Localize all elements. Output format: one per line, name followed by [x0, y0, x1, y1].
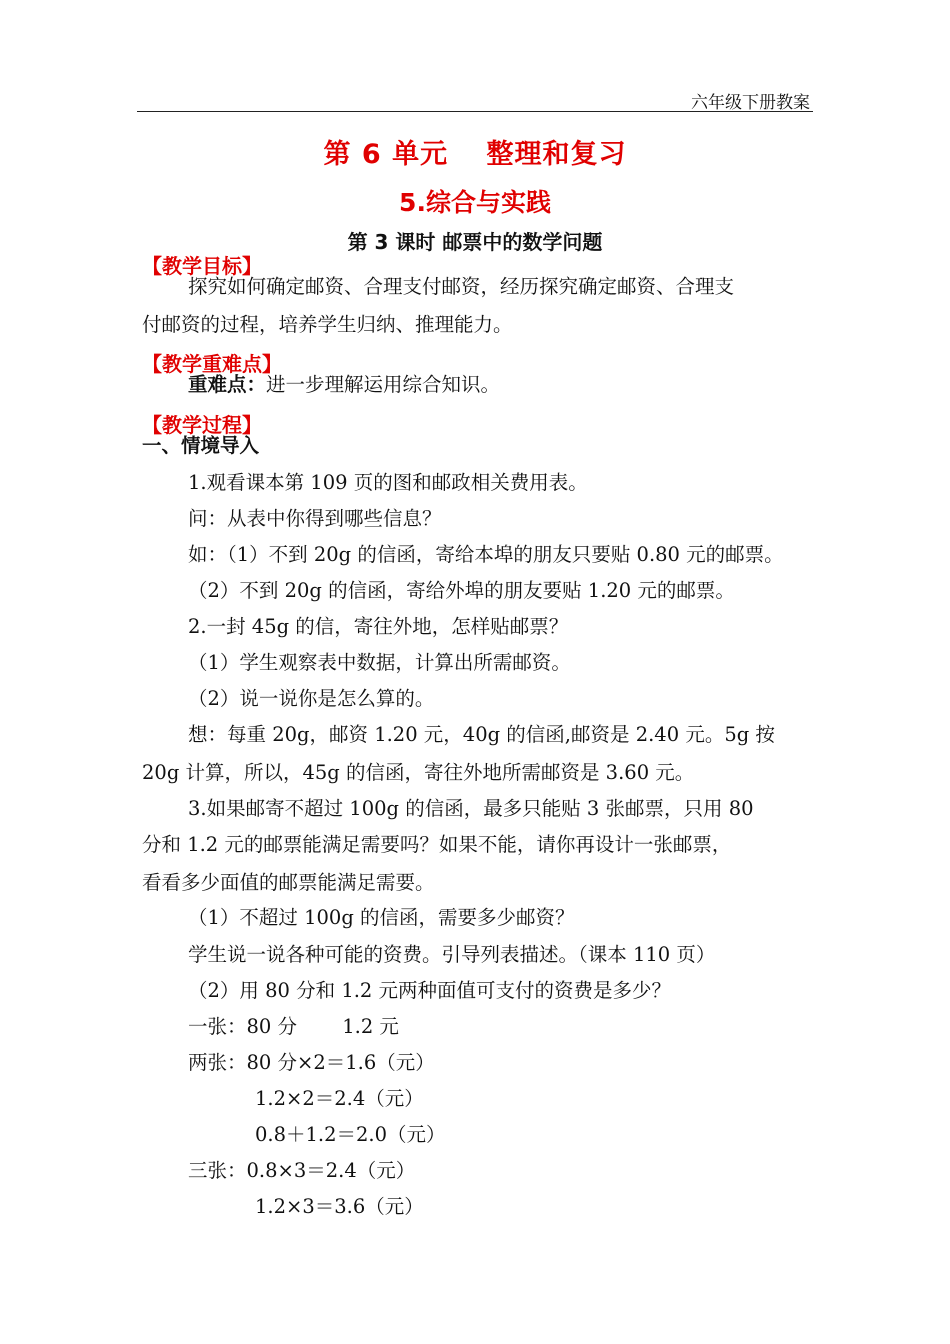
process-line: 问：从表中你得到哪些信息？ — [188, 507, 442, 530]
process-line: 如：（1）不到 20g 的信函，寄给本埠的朋友只要贴 0.80 元的邮票。 — [188, 543, 784, 566]
process-line: 3.如果邮寄不超过 100g 的信函，最多只能贴 3 张邮票，只用 80 — [188, 797, 754, 820]
process-line: 学生说一说各种可能的资费。引导列表描述。（课本 110 页） — [188, 943, 716, 966]
process-line: 1.2×2＝2.4（元） — [255, 1087, 424, 1110]
key-points-heading: 【教学重难点】 — [142, 352, 282, 376]
lesson-title: 第 3 课时 邮票中的数学问题 — [347, 230, 603, 254]
process-line: 一张：80 分 1.2 元 — [188, 1015, 399, 1038]
process-line: 20g 计算，所以，45g 的信函，寄往外地所需邮资是 3.60 元。 — [142, 761, 695, 784]
process-line: 想：每重 20g，邮资 1.20 元，40g 的信函,邮资是 2.40 元。5g 按 — [188, 723, 775, 746]
process-line: （2）用 80 分和 1.2 元两种面值可支付的资费是多少？ — [188, 979, 672, 1002]
unit-title: 第 6 单元 整理和复习 — [323, 139, 627, 170]
process-line: （1）学生观察表中数据，计算出所需邮资。 — [188, 651, 571, 674]
process-line: 两张：80 分×2＝1.6（元） — [188, 1051, 435, 1074]
section-title: 5.综合与实践 — [399, 188, 551, 217]
goals-line-2: 付邮资的过程，培养学生归纳、推理能力。 — [142, 313, 513, 336]
key-points-label: 重难点： — [188, 373, 267, 396]
process-line: 1.观看课本第 109 页的图和邮政相关费用表。 — [188, 471, 588, 494]
goals-line-1: 探究如何确定邮资、合理支付邮资，经历探究确定邮资、合理支 — [188, 275, 735, 298]
header-divider — [137, 111, 813, 112]
key-points-line — [188, 375, 500, 395]
part-1-heading: 一、情境导入 — [142, 434, 260, 457]
process-heading: 【教学过程】 — [142, 413, 262, 437]
process-line: （2）说一说你是怎么算的。 — [188, 687, 435, 710]
key-points-text: 进一步理解运用综合知识。 — [266, 373, 501, 396]
process-line: （2）不到 20g 的信函，寄给外埠的朋友要贴 1.20 元的邮票。 — [188, 579, 735, 602]
process-line: 三张：0.8×3＝2.4（元） — [188, 1159, 416, 1182]
header-text: 六年级下册教案 — [691, 93, 810, 113]
process-line: 2.一封 45g 的信，寄往外地，怎样贴邮票？ — [188, 615, 569, 638]
process-line: 0.8＋1.2＝2.0（元） — [255, 1123, 446, 1146]
process-line: （1）不超过 100g 的信函，需要多少邮资？ — [188, 906, 575, 929]
process-line: 看看多少面值的邮票能满足需要。 — [142, 871, 435, 894]
process-line: 1.2×3＝3.6（元） — [255, 1195, 424, 1218]
goals-heading: 【教学目标】 — [142, 254, 262, 278]
process-line: 分和 1.2 元的邮票能满足需要吗？如果不能，请你再设计一张邮票， — [142, 833, 732, 856]
